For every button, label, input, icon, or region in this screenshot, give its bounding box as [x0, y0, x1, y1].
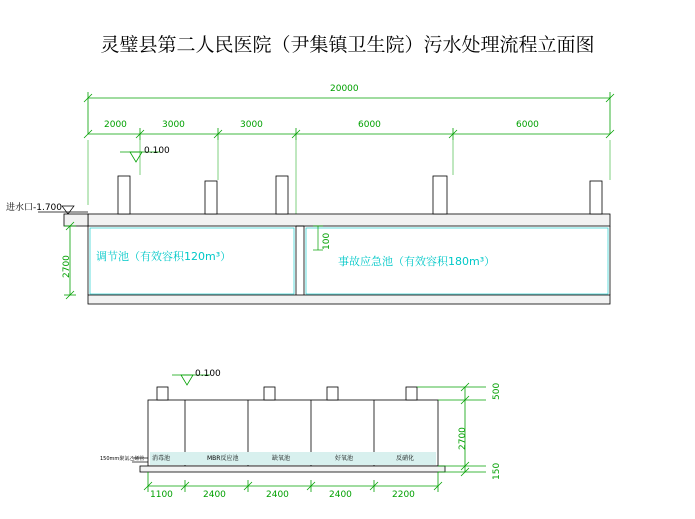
lower-bottom-dim-4: 2400 [329, 490, 352, 500]
upper-segment-dim-4: 6000 [358, 120, 381, 130]
upper-riser-stacks [118, 176, 602, 214]
chamber-label-4: 好氧池 [335, 455, 354, 462]
chamber-label-3: 缺氧池 [272, 455, 291, 462]
upper-depth-dim-label: 2700 [62, 255, 72, 278]
lower-right-dim-1: 500 [492, 382, 502, 400]
lower-bottom-dim-1: 1100 [150, 490, 173, 500]
lower-bottom-dim-3: 2400 [266, 490, 289, 500]
lower-bottom-dimension [144, 472, 442, 492]
upper-segment-dim-1: 2000 [104, 120, 127, 130]
tank-label-emergency: 事故应急池（有效容积180m³） [338, 255, 496, 268]
lower-elevation-label: 0.100 [195, 369, 221, 379]
chamber-label-2: MBR反应池 [207, 455, 239, 462]
lower-right-dim-3: 150 [492, 462, 502, 480]
upper-overall-dim-label: 20000 [330, 84, 359, 94]
lower-pipe-note: 150mm聚氯乙烯管 [100, 456, 145, 462]
page-title: 灵璧县第二人民医院（尹集镇卫生院）污水处理流程立面图 [100, 34, 595, 56]
upper-segment-dim-5: 6000 [516, 120, 539, 130]
chamber-label-5: 反硝化 [396, 455, 415, 462]
upper-wall-dim-label: 100 [322, 232, 332, 250]
upper-elevation-label: 0.100 [144, 146, 170, 156]
lower-bottom-dim-2: 2400 [203, 490, 226, 500]
upper-inlet-label: 进水口-1.700 [6, 203, 63, 213]
upper-segment-dim-2: 3000 [162, 120, 185, 130]
lower-bottom-dim-5: 2200 [392, 490, 415, 500]
upper-segment-dim-3: 3000 [240, 120, 263, 130]
tank-label-adjust: 调节池（有效容积120m³） [96, 250, 232, 263]
chamber-label-1: 消毒池 [152, 455, 171, 462]
lower-right-dim-2: 2700 [458, 427, 468, 450]
